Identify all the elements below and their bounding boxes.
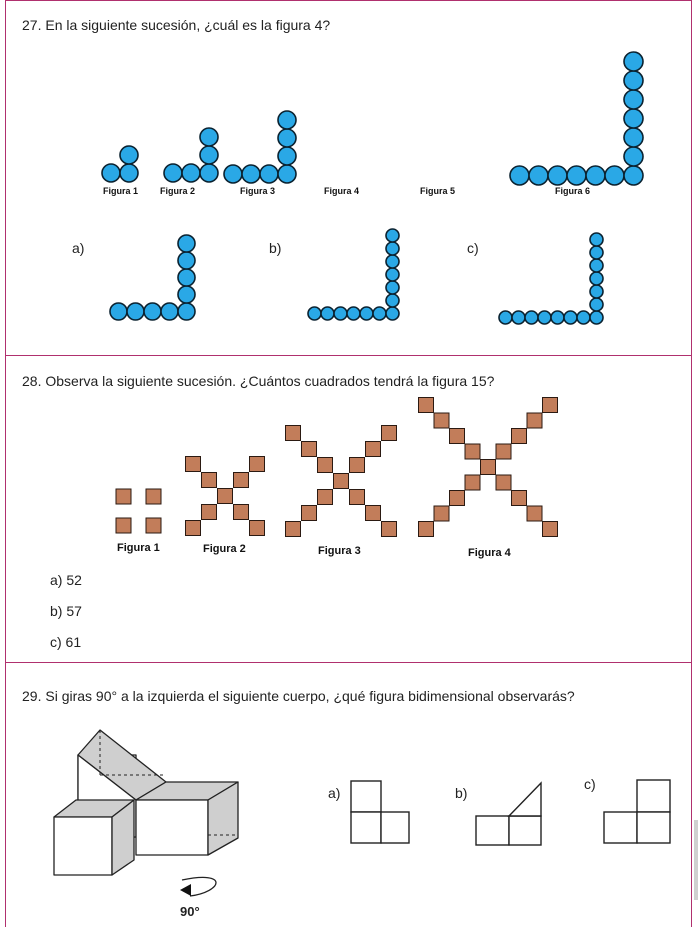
q27-label-fig1: Figura 1 — [103, 186, 139, 196]
q28-option-b[interactable]: b) 57 — [50, 603, 82, 619]
q28-label-fig4: Figura 4 — [468, 547, 511, 559]
q29c-square-bottom-left — [604, 812, 637, 843]
q28-label-fig1: Figura 1 — [117, 542, 160, 554]
q29b-square-left — [476, 816, 509, 845]
q29c-square-top — [637, 780, 670, 812]
q27-label-fig2: Figura 2 — [160, 186, 196, 196]
q29-option-a[interactable]: a) — [328, 785, 341, 801]
q29-option-c[interactable]: c) — [584, 776, 596, 792]
q27-label-fig6: Figura 6 — [555, 186, 591, 196]
q27-option-c[interactable]: c) — [467, 240, 479, 256]
q27-option-b[interactable]: b) — [269, 240, 282, 256]
q28-label-fig3: Figura 3 — [318, 545, 361, 557]
q29a-square-bottom-left — [351, 812, 381, 843]
q28-option-c[interactable]: c) 61 — [50, 634, 82, 650]
scrollbar-thumb[interactable] — [694, 820, 698, 900]
q27-label-fig3: Figura 3 — [240, 186, 276, 196]
q29a-square-top — [351, 781, 381, 812]
q29-rotation-label: 90° — [180, 904, 200, 919]
q29-option-b[interactable]: b) — [455, 785, 468, 801]
question-27-text: 27. En la siguiente sucesión, ¿cuál es la figura 4? — [22, 17, 331, 33]
q29c-square-bottom-right — [637, 812, 670, 843]
question-29-text: 29. Si giras 90° a la izquierda el siguiente cuerpo, ¿qué figura bidimensional observarás? — [22, 688, 575, 704]
q28-option-a[interactable]: a) 52 — [50, 572, 82, 588]
q29b-triangle — [509, 783, 541, 816]
q29a-square-bottom-right — [381, 812, 409, 843]
question-28-text: 28. Observa la siguiente sucesión. ¿Cuántos cuadrados tendrá la figura 15? — [22, 373, 495, 389]
q29b-square-right — [509, 816, 541, 845]
q28-label-fig2: Figura 2 — [203, 543, 246, 555]
q27-option-a[interactable]: a) — [72, 240, 85, 256]
q27-label-fig4: Figura 4 — [324, 186, 360, 196]
q27-label-fig5: Figura 5 — [420, 186, 456, 196]
